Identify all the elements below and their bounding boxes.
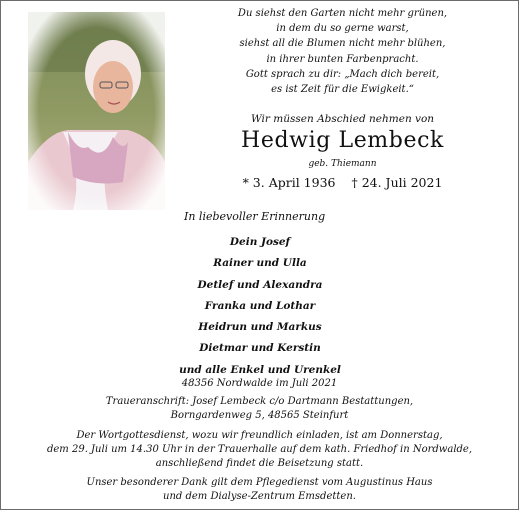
- thanks-line: Unser besonderer Dank gilt dem Pflegedienst vom Augustinus Haus: [86, 477, 433, 488]
- deceased-name: Hedwig Lembeck: [241, 128, 444, 153]
- poem-line: Gott sprach zu dir: „Mach dich bereit,: [245, 68, 440, 80]
- mourner-name: Franka und Lothar: [204, 299, 316, 312]
- mourner-name: Dein Josef: [229, 236, 291, 248]
- mourning-address: [0, 395, 519, 423]
- death-date: † 24. Juli 2021: [351, 175, 443, 190]
- place-and-date: 48356 Nordwalde im Juli 2021: [181, 378, 338, 389]
- mourner-name: Heidrun und Markus: [198, 321, 322, 334]
- poem-line: es ist Zeit für die Ewigkeit.“: [271, 84, 414, 96]
- poem-line: in ihrer bunten Farbenpracht.: [266, 53, 419, 65]
- poem-line: in dem du so gerne warst,: [276, 23, 409, 35]
- service-info: [0, 429, 519, 471]
- farewell-intro: Wir müssen Abschied nehmen von: [250, 113, 435, 125]
- poem: [190, 6, 495, 97]
- mourner-name: Detlef und Alexandra: [197, 278, 323, 291]
- thanks-note: [0, 476, 519, 504]
- service-line: dem 29. Juli um 14.30 Uhr in der Trauerhalle auf dem kath. Friedhof in Nordwalde,: [46, 444, 473, 455]
- mourner-name: Dietmar und Kerstin: [199, 342, 321, 355]
- mourner-name: und alle Enkel und Urenkel: [179, 363, 341, 376]
- birth-date: * 3. April 1936: [242, 175, 336, 190]
- service-line: anschließend findet die Beisetzung statt.: [155, 458, 364, 469]
- portrait-photo: [28, 12, 165, 210]
- thanks-line: und dem Dialyse-Zentrum Emsdetten.: [163, 491, 356, 502]
- poem-line: Du siehst den Garten nicht mehr grünen,: [237, 8, 448, 19]
- memory-heading: In liebevoller Erinnerung: [184, 210, 326, 223]
- poem-line: siehst all die Blumen nicht mehr blühen,: [239, 38, 446, 50]
- mourner-name: Rainer und Ulla: [213, 257, 307, 270]
- maiden-name: geb. Thiemann: [308, 159, 377, 169]
- address-line: Traueranschrift: Josef Lembeck c/o Dartmann Bestattungen,: [105, 396, 414, 407]
- life-dates: [190, 175, 495, 190]
- mourners-list: [100, 232, 420, 381]
- service-line: Der Wortgottesdienst, wozu wir freundlich einladen, ist am Donnerstag,: [76, 430, 443, 441]
- address-line: Borngardenweg 5, 48565 Steinfurt: [170, 410, 349, 421]
